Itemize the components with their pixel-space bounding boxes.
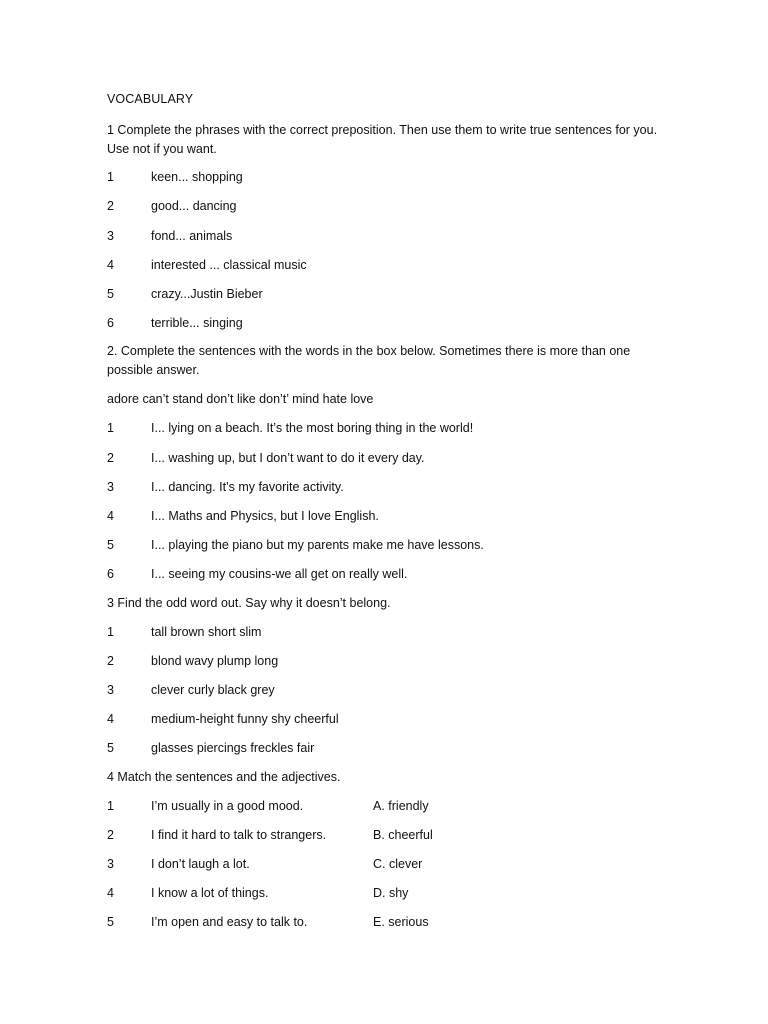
item-text: interested ... classical music: [151, 258, 307, 272]
item-text: crazy...Justin Bieber: [151, 287, 263, 301]
item-number: 3: [107, 683, 114, 697]
item-text: I know a lot of things.: [151, 886, 269, 900]
item-number: 4: [107, 886, 114, 900]
section3-instruction: 3 Find the odd word out. Say why it doesn’t belong.: [107, 596, 391, 610]
item-number: 5: [107, 741, 114, 755]
item-number: 1: [107, 625, 114, 639]
item-number: 5: [107, 287, 114, 301]
section4-instruction: 4 Match the sentences and the adjectives.: [107, 770, 341, 784]
item-text: glasses piercings freckles fair: [151, 741, 315, 755]
item-number: 6: [107, 316, 114, 330]
item-number: 6: [107, 567, 114, 581]
item-text: I... lying on a beach. It’s the most boring thing in the world!: [151, 421, 474, 435]
item-number: 4: [107, 712, 114, 726]
item-text: I find it hard to talk to strangers.: [151, 828, 327, 842]
section2-instruction: 2. Complete the sentences with the words in the box below. Sometimes there is more than one possible answer.: [107, 344, 631, 377]
word-box: adore can’t stand don’t like don’t’ mind hate love: [107, 392, 374, 406]
item-text: fond... animals: [151, 229, 233, 243]
adjective-option: A. friendly: [373, 799, 429, 813]
item-number: 2: [107, 451, 114, 465]
item-number: 3: [107, 857, 114, 871]
item-text: I... playing the piano but my parents make me have lessons.: [151, 538, 484, 552]
adjective-option: E. serious: [373, 915, 429, 929]
item-number: 2: [107, 828, 114, 842]
item-number: 3: [107, 229, 114, 243]
adjective-option: C. clever: [373, 857, 423, 871]
item-number: 5: [107, 915, 114, 929]
item-number: 1: [107, 170, 114, 184]
item-text: I’m open and easy to talk to.: [151, 915, 308, 929]
item-text: I... dancing. It’s my favorite activity.: [151, 480, 344, 494]
item-number: 5: [107, 538, 114, 552]
item-text: I’m usually in a good mood.: [151, 799, 304, 813]
item-text: terrible... singing: [151, 316, 243, 330]
section1-instruction: 1 Complete the phrases with the correct preposition. Then use them to write true sentences for you. Use not if you want.: [107, 123, 658, 156]
item-text: I... seeing my cousins-we all get on really well.: [151, 567, 408, 581]
item-text: I... washing up, but I don’t want to do it every day.: [151, 451, 425, 465]
adjective-option: D. shy: [373, 886, 409, 900]
item-text: tall brown short slim: [151, 625, 262, 639]
item-text: blond wavy plump long: [151, 654, 279, 668]
item-text: good... dancing: [151, 199, 237, 213]
item-text: keen... shopping: [151, 170, 243, 184]
item-number: 4: [107, 258, 114, 272]
item-text: I don’t laugh a lot.: [151, 857, 250, 871]
item-number: 3: [107, 480, 114, 494]
item-number: 1: [107, 421, 114, 435]
item-text: clever curly black grey: [151, 683, 275, 697]
item-text: medium-height funny shy cheerful: [151, 712, 339, 726]
item-number: 2: [107, 654, 114, 668]
item-number: 1: [107, 799, 114, 813]
page-title: VOCABULARY: [107, 92, 194, 106]
item-text: I... Maths and Physics, but I love English.: [151, 509, 379, 523]
item-number: 2: [107, 199, 114, 213]
item-number: 4: [107, 509, 114, 523]
adjective-option: B. cheerful: [373, 828, 433, 842]
